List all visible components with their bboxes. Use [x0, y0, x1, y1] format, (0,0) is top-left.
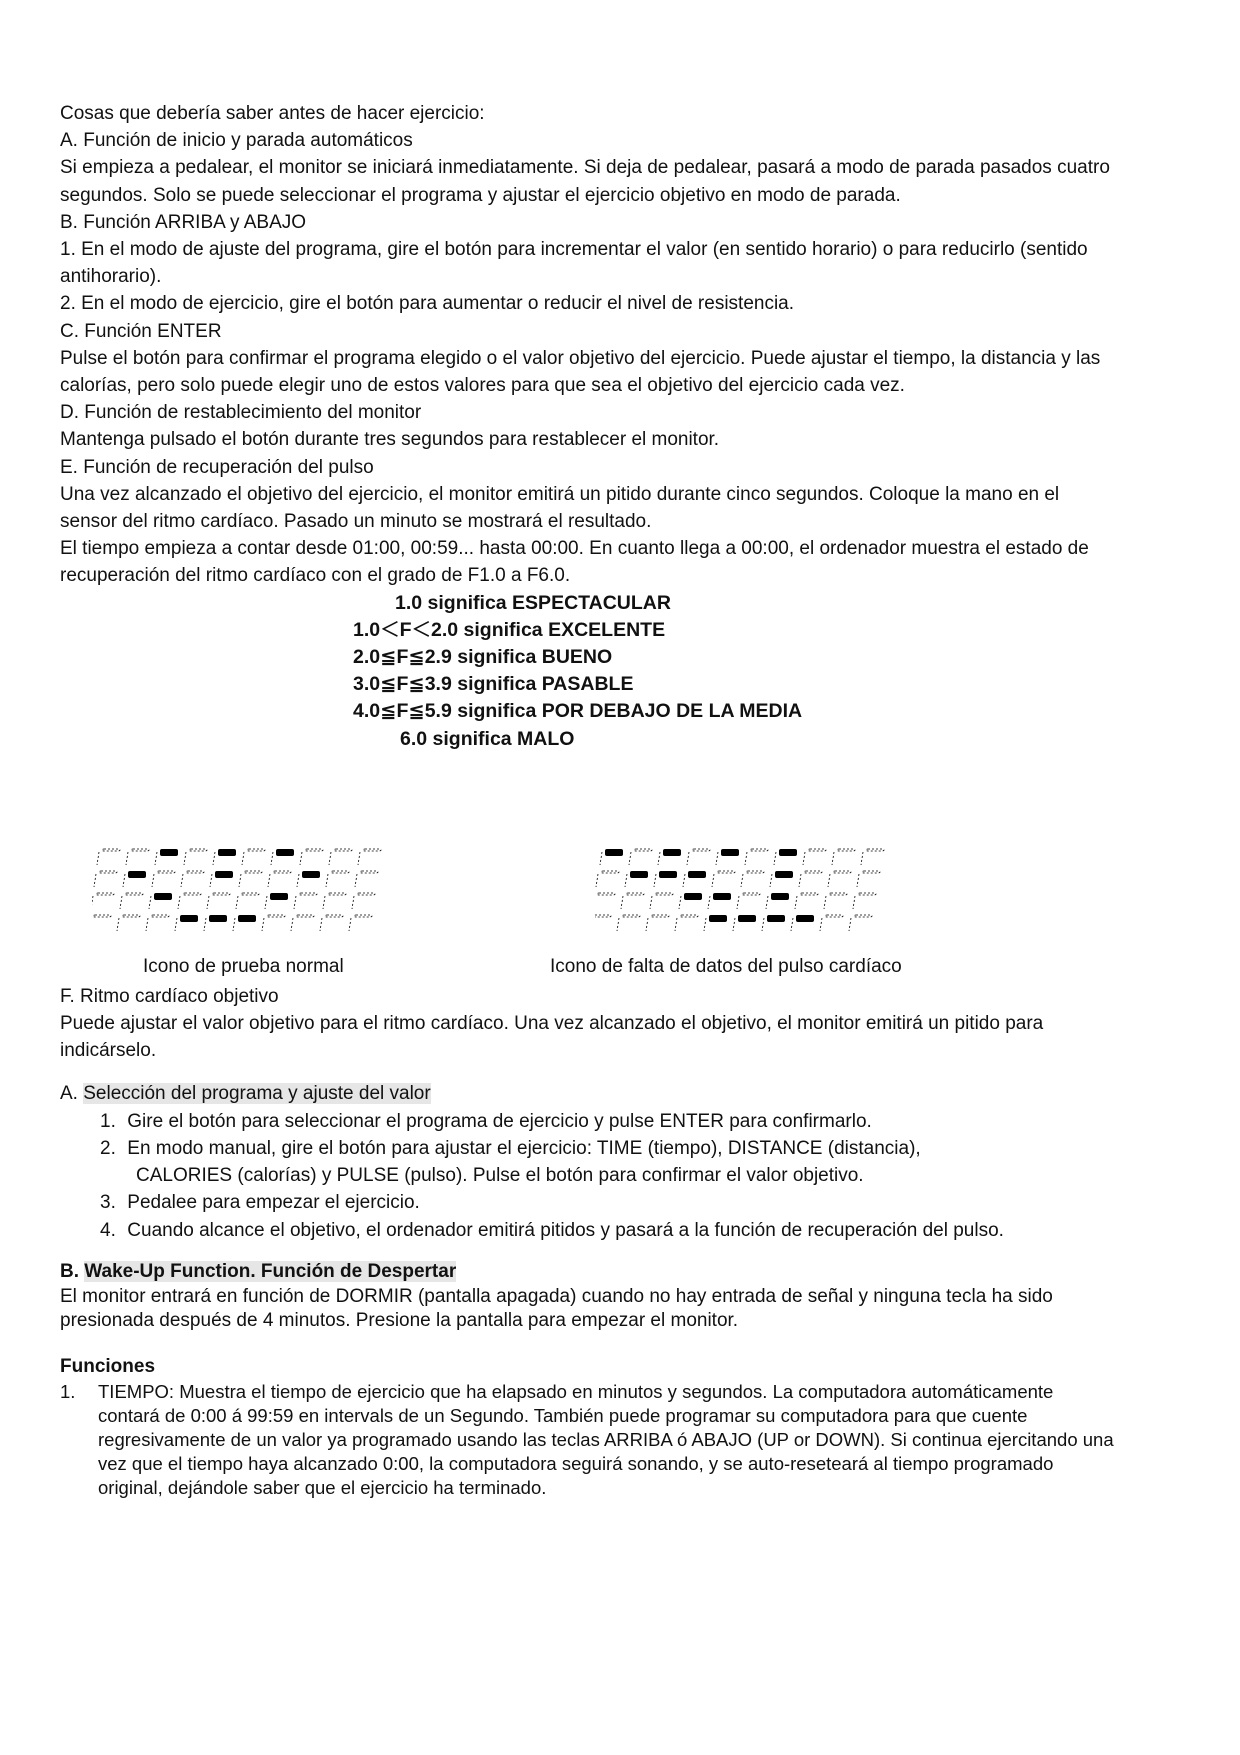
lcd-segment: [750, 849, 768, 851]
lcd-segment: [157, 871, 175, 873]
lcd-segment-edge: [799, 874, 801, 887]
lcd-segment-edge: [716, 852, 718, 865]
lcd-segment: [267, 915, 285, 917]
section-b-text-1: 1. En el modo de ajuste del programa, gire el botón para incrementar el valor (en sentido horario) o para reducirlo (sentido antihorario).: [60, 239, 1088, 288]
lcd-segment: [212, 893, 230, 895]
lcd-segment-edge: [291, 918, 293, 931]
lcd-segment-edge: [857, 874, 859, 887]
lcd-segment-edge: [687, 852, 689, 865]
display-icons: [60, 753, 1120, 983]
lcd-segment: [360, 871, 378, 873]
no-pulse-data-lcd-icon: [595, 843, 895, 943]
grade-line: 6.0 significa MALO: [400, 727, 575, 750]
lcd-segment: [302, 871, 320, 878]
lcd-segment: [151, 915, 169, 917]
lcd-segment-edge: [349, 918, 351, 931]
lcd-segment-edge: [774, 852, 776, 865]
lcd-segment: [328, 893, 346, 895]
lcd-segment: [218, 849, 236, 856]
lcd-segment: [363, 849, 381, 851]
section-a-title: A. Función de inicio y parada automáticos: [60, 130, 413, 152]
lcd-segment: [183, 893, 201, 895]
lcd-segment-edge: [300, 852, 302, 865]
lcd-segment-edge: [271, 852, 273, 865]
lcd-segment: [154, 893, 172, 900]
lcd-segment-edge: [178, 896, 180, 909]
grade-line: 4.0≦F≦5.9 significa POR DEBAJO DE LA MEDIA: [353, 700, 803, 723]
lcd-segment-edge: [708, 896, 710, 909]
lcd-segment: [128, 871, 146, 878]
lcd-segment: [692, 849, 710, 851]
lcd-segment-edge: [795, 896, 797, 909]
lcd-segment: [93, 915, 111, 917]
lcd-segment-edge: [853, 896, 855, 909]
lcd-segment-edge: [621, 896, 623, 909]
lcd-segment-edge: [762, 918, 764, 931]
lcd-segment-edge: [683, 874, 685, 887]
lcd-segment: [357, 893, 375, 895]
lcd-segment-edge: [175, 918, 177, 931]
lcd-segment-edge: [323, 896, 325, 909]
lcd-segment-edge: [233, 918, 235, 931]
lcd-segment: [630, 871, 648, 878]
functions-title: Funciones: [60, 1355, 156, 1377]
lcd-segment: [595, 915, 611, 917]
lcd-segment-edge: [654, 874, 656, 887]
lcd-segment-edge: [737, 896, 739, 909]
lcd-segment: [270, 893, 288, 900]
lcd-segment-edge: [92, 896, 93, 909]
section-d-title: D. Función de restablecimiento del monitor: [60, 402, 422, 424]
lcd-segment-edge: [207, 896, 209, 909]
no-pulse-data-caption: Icono de falta de datos del pulso cardíaco: [550, 955, 902, 977]
lcd-segment-edge: [294, 896, 296, 909]
lcd-segment-edge: [297, 874, 299, 887]
lcd-segment: [663, 849, 681, 856]
normal-test-lcd-icon: [92, 843, 392, 943]
lcd-segment-edge: [355, 874, 357, 887]
lcd-segment-edge: [262, 918, 264, 931]
lcd-segment-edge: [120, 896, 122, 909]
normal-test-caption: Icono de prueba normal: [143, 955, 344, 977]
lcd-segment: [808, 849, 826, 851]
lcd-segment: [829, 893, 847, 895]
lcd-segment-edge: [629, 852, 631, 865]
program-section-title: [60, 1080, 1120, 1107]
lcd-segment: [273, 871, 291, 873]
lcd-segment: [325, 915, 343, 917]
lcd-segment-edge: [97, 852, 99, 865]
wake-section-prefix: B.: [60, 1260, 85, 1282]
lcd-segment: [622, 915, 640, 917]
list-item: 1. Gire el botón para seleccionar el programa de ejercicio y pulse ENTER para confirmarlo.: [100, 1110, 872, 1132]
lcd-segment: [866, 849, 884, 851]
lcd-segment: [854, 915, 872, 917]
lcd-segment-edge: [832, 852, 834, 865]
lcd-segment: [605, 849, 623, 856]
lcd-segment-edge: [828, 874, 830, 887]
lcd-segment-edge: [239, 874, 241, 887]
section-e-text-2: El tiempo empieza a contar desde 01:00, 00:59... hasta 00:00. En cuanto llega a 00:00, el ordenador muestra el estado de recuperación del ritmo cardíaco con el grado de F1.0 a F6.0.: [60, 538, 1089, 587]
lcd-segment: [122, 915, 140, 917]
lcd-segment: [717, 871, 735, 873]
lcd-segment-edge: [117, 918, 119, 931]
lcd-segment: [296, 915, 314, 917]
lcd-segment: [601, 871, 619, 873]
section-f-title: F. Ritmo cardíaco objetivo: [60, 985, 279, 1007]
grade-line: 3.0≦F≦3.9 significa PASABLE: [353, 673, 634, 696]
lcd-segment-edge: [600, 852, 602, 865]
lcd-segment: [800, 893, 818, 895]
lcd-segment: [160, 849, 178, 856]
lcd-segment: [709, 915, 727, 922]
program-steps: [60, 1108, 1120, 1244]
lcd-segment-edge: [741, 874, 743, 887]
recovery-grades: [60, 590, 1120, 753]
wake-section-title: [60, 1258, 1120, 1285]
functions-list: [60, 1380, 1120, 1500]
lcd-segment-edge: [596, 874, 598, 887]
lcd-segment-edge: [791, 918, 793, 931]
lcd-segment: [276, 849, 294, 856]
lcd-segment: [655, 893, 673, 895]
lcd-segment-edge: [675, 918, 677, 931]
intro-heading: Cosas que debería saber antes de hacer ejercicio:: [60, 103, 485, 124]
lcd-segment: [684, 893, 702, 900]
wake-section-heading: Wake-Up Function. Función de Despertar: [84, 1260, 457, 1282]
lcd-segment-edge: [236, 896, 238, 909]
lcd-segment: [209, 915, 227, 922]
lcd-segment-edge: [326, 874, 328, 887]
lcd-segment-edge: [625, 874, 627, 887]
lcd-segment: [651, 915, 669, 917]
list-item: 3. Pedalee para empezar el ejercicio.: [100, 1192, 420, 1214]
lcd-segment-edge: [146, 918, 148, 931]
lcd-segment: [99, 871, 117, 873]
lcd-segment-edge: [658, 852, 660, 865]
lcd-segment: [746, 871, 764, 873]
lcd-segment: [354, 915, 372, 917]
lcd-segment-edge: [210, 874, 212, 887]
lcd-segment: [305, 849, 323, 851]
program-section-prefix: A.: [60, 1083, 84, 1105]
lcd-segment-edge: [803, 852, 805, 865]
section-e-text-1: Una vez alcanzado el objetivo del ejercicio, el monitor emitirá un pitido durante cinco segundos. Coloque la mano en el sensor del ritmo cardíaco. Pasado un minuto se mostrará el resultado.: [60, 483, 1060, 533]
grade-line: 2.0≦F≦2.9 significa BUENO: [353, 646, 613, 669]
lcd-segment: [102, 849, 120, 851]
lcd-segment-edge: [265, 896, 267, 909]
lcd-segment: [241, 893, 259, 895]
lcd-segment: [721, 849, 739, 856]
list-item: 4. Cuando alcance el objetivo, el ordenador emitirá pitidos y pasará a la función de recuperación del pulso.: [100, 1219, 1004, 1241]
lcd-segment: [713, 893, 731, 900]
lcd-segment: [189, 849, 207, 851]
lcd-segment: [125, 893, 143, 895]
lcd-segment: [796, 915, 814, 922]
lcd-segment: [833, 871, 851, 873]
lcd-segment: [779, 849, 797, 856]
lcd-segment-edge: [766, 896, 768, 909]
lcd-segment-edge: [820, 918, 822, 931]
lcd-segment-edge: [861, 852, 863, 865]
lcd-segment-edge: [320, 918, 322, 931]
lcd-segment: [334, 849, 352, 851]
lcd-segment-edge: [155, 852, 157, 865]
lcd-segment-edge: [650, 896, 652, 909]
list-item: 1. TIEMPO: Muestra el tiempo de ejercicio que ha elapsado en minutos y segundos. La computadora automáticamente contará de 0:00 á 99:59 en intervals de un Segundo. También puede programar su computadora para que cuente regresivamente de un valor ya programado usando las teclas ARRIBA ó ABAJO (UP or DOWN). Si continua ejercitando una vez que el tiempo haya alcanzado 0:00, la computadora seguirá sonando, y se auto-reseteará al tiempo programado original, dejándole saber que el ejercicio ha terminado.: [60, 1381, 1114, 1499]
lcd-segment-edge: [646, 918, 648, 931]
lcd-segment-edge: [770, 874, 772, 887]
lcd-segment: [215, 871, 233, 878]
lcd-segment-edge: [358, 852, 360, 865]
document-page: [60, 100, 1120, 1500]
lcd-segment: [238, 915, 256, 922]
lcd-segment: [771, 893, 789, 900]
lcd-segment-edge: [352, 896, 354, 909]
lcd-segment: [96, 893, 114, 895]
lcd-segment-edge: [181, 874, 183, 887]
lcd-segment-edge: [149, 896, 151, 909]
lcd-segment-edge: [268, 874, 270, 887]
section-c-title: C. Función ENTER: [60, 320, 222, 342]
lcd-segment-edge: [733, 918, 735, 931]
lcd-segment-edge: [123, 874, 125, 887]
lcd-segment-edge: [152, 874, 154, 887]
lcd-segment-edge: [849, 918, 851, 931]
lcd-segment: [738, 915, 756, 922]
lcd-segment: [186, 871, 204, 873]
section-b-text-2: 2. En el modo de ejercicio, gire el botón para aumentar o reducir el nivel de resistencia.: [60, 293, 795, 315]
lcd-segment: [659, 871, 677, 878]
lcd-segment-edge: [213, 852, 215, 865]
section-b-title: B. Función ARRIBA y ABAJO: [60, 211, 307, 233]
lcd-segment-edge: [204, 918, 206, 931]
lcd-segment-edge: [242, 852, 244, 865]
lcd-segment: [688, 871, 706, 878]
lcd-segment: [180, 915, 198, 922]
program-section-heading: Selección del programa y ajuste del valor: [83, 1083, 431, 1105]
lcd-segment-edge: [704, 918, 706, 931]
lcd-segment: [247, 849, 265, 851]
lcd-segment-edge: [745, 852, 747, 865]
lcd-segment: [331, 871, 349, 873]
lcd-segment: [862, 871, 880, 873]
lcd-segment: [299, 893, 317, 895]
lcd-segment-edge: [824, 896, 826, 909]
lcd-segment-edge: [329, 852, 331, 865]
lcd-segment: [858, 893, 876, 895]
lcd-segment-edge: [712, 874, 714, 887]
lcd-segment-edge: [126, 852, 128, 865]
lcd-segment: [775, 871, 793, 878]
section-c-text: Pulse el botón para confirmar el programa elegido o el valor objetivo del ejercicio. Puede ajustar el tiempo, la distancia y las calorías, pero solo puede elegir uno de estos valores para que sea el objetivo del ejercicio cada vez.: [60, 347, 1101, 397]
lcd-segment: [825, 915, 843, 917]
lcd-segment: [804, 871, 822, 873]
grade-line: 1.0＜F＜2.0 significa EXCELENTE: [353, 618, 666, 641]
section-e-title: E. Función de recuperación del pulso: [60, 456, 374, 478]
section-f-text: Puede ajustar el valor objetivo para el ritmo cardíaco. Una vez alcanzado el objetivo, el monitor emitirá un pitido para indicárselo.: [60, 1013, 1044, 1062]
lcd-segment-edge: [679, 896, 681, 909]
lcd-segment: [680, 915, 698, 917]
lcd-segment-edge: [94, 874, 96, 887]
lcd-segment: [837, 849, 855, 851]
lcd-segment: [244, 871, 262, 873]
lcd-segment: [767, 915, 785, 922]
lcd-segment: [742, 893, 760, 895]
wake-section-text: El monitor entrará en función de DORMIR (pantalla apagada) cuando no hay entrada de señal y ninguna tecla ha sido presionada después de 4 minutos. Presione la pantalla para empezar el monitor.: [60, 1285, 1053, 1331]
list-item: 2. En modo manual, gire el botón para ajustar el ejercicio: TIME (tiempo), DISTANCE (distancia), CALORIES (calorías) y PULSE (pulso). Pulse el botón para confirmar el valor objetivo.: [100, 1137, 921, 1187]
grade-line: 1.0 significa ESPECTACULAR: [395, 591, 671, 614]
lcd-segment: [597, 893, 615, 895]
section-a-text: Si empieza a pedalear, el monitor se iniciará inmediatamente. Si deja de pedalear, pasará a modo de parada pasados cuatro segundos. Solo se puede seleccionar el programa y ajustar el ejercicio objetivo en modo de parada.: [60, 157, 1110, 206]
lcd-segment: [131, 849, 149, 851]
lcd-segment-edge: [184, 852, 186, 865]
lcd-segment: [634, 849, 652, 851]
section-d-text: Mantenga pulsado el botón durante tres segundos para restablecer el monitor.: [60, 429, 720, 451]
lcd-segment-edge: [617, 918, 619, 931]
lcd-segment: [626, 893, 644, 895]
